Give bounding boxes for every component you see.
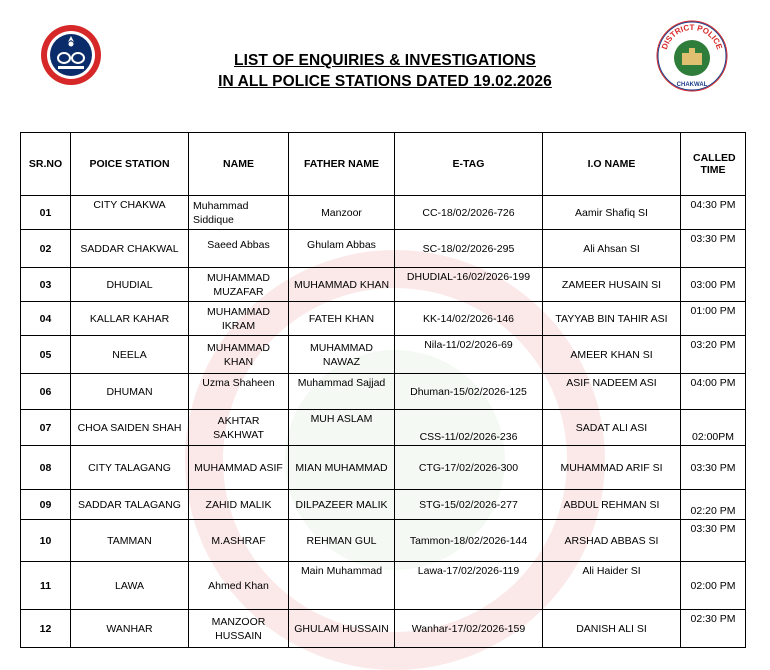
col-header-called-time: CALLED TIME [681,133,746,196]
cell-name: Uzma Shaheen [189,374,289,410]
cell-time: 01:00 PM [681,302,746,336]
cell-name: Muhammad Siddique [189,196,289,230]
cell-srno: 11 [21,562,71,610]
cell-name: MANZOOR HUSSAIN [189,610,289,648]
cell-io: TAYYAB BIN TAHIR ASI [543,302,681,336]
cell-etag: KK-14/02/2026-146 [395,302,543,336]
cell-father: GHULAM HUSSAIN [289,610,395,648]
cell-io: Ali Ahsan SI [543,230,681,268]
cell-srno: 09 [21,490,71,520]
cell-etag: SC-18/02/2026-295 [395,230,543,268]
cell-srno: 05 [21,336,71,374]
cell-io: SADAT ALI ASI [543,410,681,446]
cell-etag: Lawa-17/02/2026-119 [395,562,543,610]
cell-station: NEELA [71,336,189,374]
cell-father: Ghulam Abbas [289,230,395,268]
cell-father: FATEH KHAN [289,302,395,336]
cell-time: 03:30 PM [681,520,746,562]
cell-etag: CC-18/02/2026-726 [395,196,543,230]
cell-time: 03:20 PM [681,336,746,374]
cell-etag: Tammon-18/02/2026-144 [395,520,543,562]
col-header-srno: SR.NO [21,133,71,196]
cell-srno: 06 [21,374,71,410]
cell-name: MUHAMMAD MUZAFAR [189,268,289,302]
cell-io: Ali Haider SI [543,562,681,610]
svg-text:CHAKWAL: CHAKWAL [676,82,708,88]
district-police-chakwal-logo [656,20,728,92]
cell-time: 03:00 PM [681,268,746,302]
cell-father: DILPAZEER MALIK [289,490,395,520]
table-row [21,610,746,648]
col-header-name: NAME [189,133,289,196]
table-row [21,230,746,268]
cell-name: MUHAMMAD IKRAM [189,302,289,336]
cell-name: MUHAMMAD ASIF [189,446,289,490]
cell-father: MUH ASLAM [289,410,395,446]
cell-name: MUHAMMAD KHAN [189,336,289,374]
cell-srno: 03 [21,268,71,302]
table-row [21,336,746,374]
cell-father: Main Muhammad [289,562,395,610]
cell-srno: 02 [21,230,71,268]
cell-name: Ahmed Khan [189,562,289,610]
table-row [21,446,746,490]
cell-father: Muhammad Sajjad [289,374,395,410]
cell-etag: CTG-17/02/2026-300 [395,446,543,490]
cell-station: CITY TALAGANG [71,446,189,490]
table-row [21,302,746,336]
cell-io: Aamir Shafiq SI [543,196,681,230]
cell-station: KALLAR KAHAR [71,302,189,336]
cell-name: M.ASHRAF [189,520,289,562]
cell-father: REHMAN GUL [289,520,395,562]
cell-srno: 12 [21,610,71,648]
cell-srno: 10 [21,520,71,562]
col-header-io-name: I.O NAME [543,133,681,196]
cell-io: ABDUL REHMAN SI [543,490,681,520]
col-header-etag: E-TAG [395,133,543,196]
cell-time: 02:20 PM [681,490,746,520]
cell-father: MIAN MUHAMMAD [289,446,395,490]
punjab-police-logo [40,24,102,86]
cell-station: CITY CHAKWA [71,196,189,230]
cell-etag: CSS-11/02/2026-236 [395,410,543,446]
table-row [21,490,746,520]
cell-etag: STG-15/02/2026-277 [395,490,543,520]
cell-time: 04:00 PM [681,374,746,410]
table-header-row [21,133,746,196]
page-title [120,50,650,92]
cell-io: MUHAMMAD ARIF SI [543,446,681,490]
cell-station: SADDAR TALAGANG [71,490,189,520]
cell-station: DHUMAN [71,374,189,410]
enquiries-table [20,132,746,648]
cell-etag: Dhuman-15/02/2026-125 [395,374,543,410]
title-line-2: IN ALL POLICE STATIONS DATED 19.02.2026 [218,73,552,90]
table-row [21,374,746,410]
cell-io: AMEER KHAN SI [543,336,681,374]
cell-station: TAMMAN [71,520,189,562]
cell-time: 03:30 PM [681,446,746,490]
cell-time: 02:00 PM [681,562,746,610]
cell-srno: 01 [21,196,71,230]
cell-name: Saeed Abbas [189,230,289,268]
table-row [21,410,746,446]
cell-io: ZAMEER HUSAIN SI [543,268,681,302]
cell-father: MUHAMMAD KHAN [289,268,395,302]
cell-time: 02:00PM [681,410,746,446]
table-row [21,520,746,562]
cell-name: AKHTAR SAKHWAT [189,410,289,446]
cell-station: WANHAR [71,610,189,648]
cell-time: 03:30 PM [681,230,746,268]
cell-io: ARSHAD ABBAS SI [543,520,681,562]
col-header-father-name: FATHER NAME [289,133,395,196]
cell-io: ASIF NADEEM ASI [543,374,681,410]
cell-time: 04:30 PM [681,196,746,230]
cell-father: Manzoor [289,196,395,230]
cell-etag: Nila-11/02/2026-69 [395,336,543,374]
cell-etag: DHUDIAL-16/02/2026-199 [395,268,543,302]
table-row [21,196,746,230]
cell-srno: 04 [21,302,71,336]
cell-etag: Wanhar-17/02/2026-159 [395,610,543,648]
table-row [21,268,746,302]
table-row [21,562,746,610]
cell-srno: 07 [21,410,71,446]
title-line-1: LIST OF ENQUIRIES & INVESTIGATIONS [234,52,536,69]
cell-srno: 08 [21,446,71,490]
cell-io: DANISH ALI SI [543,610,681,648]
cell-station: SADDAR CHAKWAL [71,230,189,268]
cell-station: DHUDIAL [71,268,189,302]
cell-station: LAWA [71,562,189,610]
cell-time: 02:30 PM [681,610,746,648]
svg-text:DISTRICT POLICE: DISTRICT POLICE [659,22,725,51]
col-header-police-station: POICE STATION [71,133,189,196]
cell-father: MUHAMMAD NAWAZ [289,336,395,374]
cell-name: ZAHID MALIK [189,490,289,520]
cell-station: CHOA SAIDEN SHAH [71,410,189,446]
